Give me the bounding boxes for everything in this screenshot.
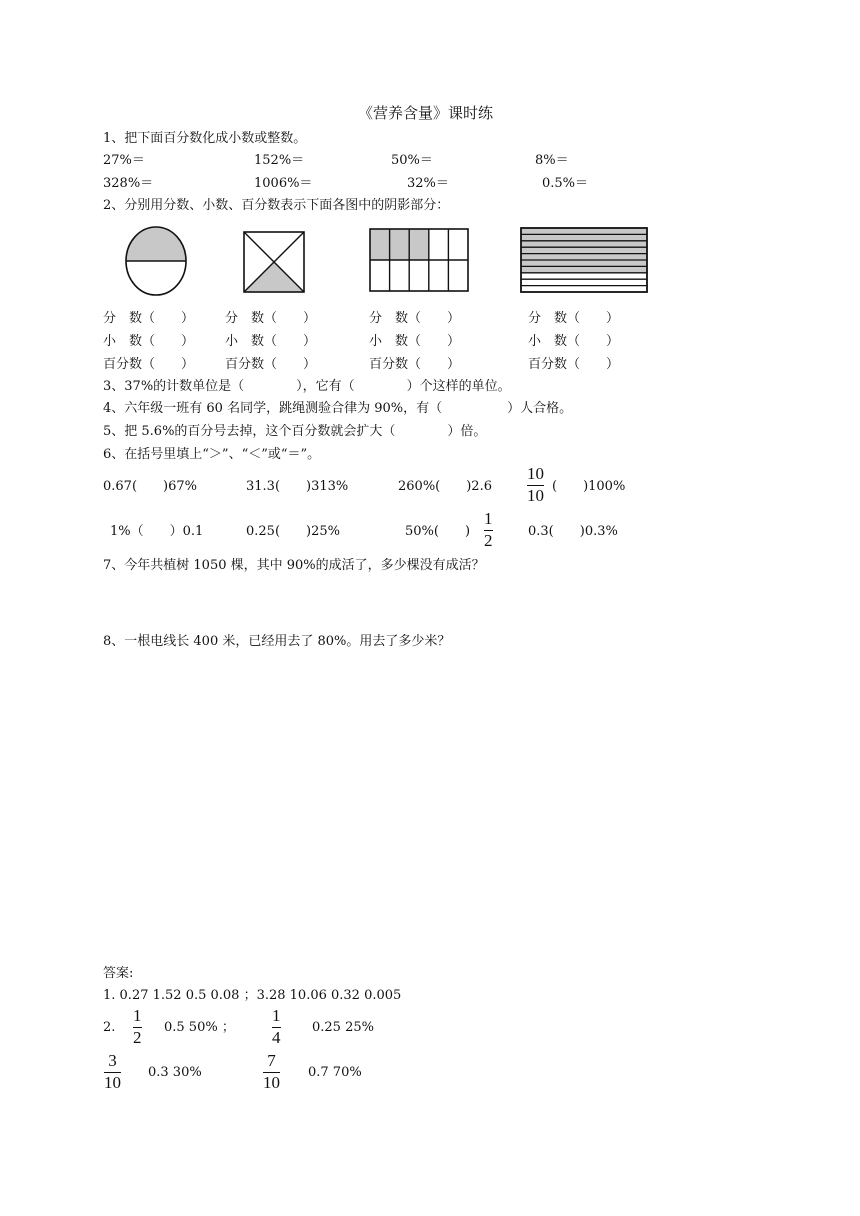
q4-text: 4、六年级一班有 60 名同学，跳绳测验合律为 90%，有（ ）人合格。 bbox=[103, 401, 573, 416]
q1-heading: 1、把下面百分数化成小数或整数。 bbox=[103, 131, 307, 146]
answers-line-3a: 0.3 30% bbox=[148, 1065, 202, 1080]
q1-item: 50%＝ bbox=[391, 153, 433, 168]
q6-fraction bbox=[484, 510, 493, 550]
q2-label-decimal: 小 数（ ） bbox=[528, 334, 620, 349]
fraction-numerator: 1 bbox=[484, 509, 493, 528]
q3-text: 3、37%的计数单位是（ ），它有（ ）个这样的单位。 bbox=[103, 379, 511, 394]
figure-square-diagonals bbox=[242, 230, 306, 294]
q6-fraction bbox=[527, 465, 544, 505]
q6-compare-item: 0.67( )67% bbox=[103, 479, 197, 494]
q1-item: 32%＝ bbox=[407, 176, 449, 191]
q1-item: 328%＝ bbox=[103, 176, 154, 191]
q2-label-decimal: 小 数（ ） bbox=[369, 334, 461, 349]
fraction-denominator: 2 bbox=[484, 531, 493, 550]
answers-line-3b: 0.7 70% bbox=[308, 1065, 362, 1080]
q6-compare-item: 50%( ) bbox=[405, 524, 471, 539]
q6-compare-item: 1%（ ）0.1 bbox=[110, 524, 204, 539]
q6-compare-item: 260%( )2.6 bbox=[398, 479, 492, 494]
figure-half-circle bbox=[124, 225, 188, 297]
q2-label-percent: 百分数（ ） bbox=[528, 357, 620, 372]
q2-label-percent: 百分数（ ） bbox=[225, 357, 317, 372]
answer-fraction bbox=[133, 1007, 142, 1047]
answers-line-2a: 0.5 50% ； bbox=[164, 1020, 235, 1035]
q5-text: 5、把 5.6%的百分号去掉，这个百分数就会扩大（ ）倍。 bbox=[103, 424, 487, 439]
q2-label-percent: 百分数（ ） bbox=[369, 357, 461, 372]
fraction-numerator: 1 bbox=[133, 1006, 142, 1025]
fraction-denominator: 4 bbox=[272, 1028, 281, 1047]
answers-line-2-prefix: 2. bbox=[103, 1020, 116, 1035]
q8-text: 8、一根电线长 400 米，已经用去了 80%。用去了多少米？ bbox=[103, 634, 451, 649]
answer-fraction bbox=[104, 1052, 121, 1092]
fraction-denominator: 2 bbox=[133, 1028, 142, 1047]
fraction-numerator: 3 bbox=[108, 1051, 117, 1070]
q6-heading: 6、在括号里填上“＞”、“＜”或“＝”。 bbox=[103, 447, 321, 462]
answers-line-1: 1. 0.27 1.52 0.5 0.08 ；3.28 10.06 0.32 0.005 bbox=[103, 988, 402, 1003]
q2-label-fraction: 分 数（ ） bbox=[528, 311, 620, 326]
answers-line-2b: 0.25 25% bbox=[312, 1020, 374, 1035]
q2-label-percent: 百分数（ ） bbox=[103, 357, 195, 372]
fraction-numerator: 7 bbox=[267, 1051, 276, 1070]
q2-label-decimal: 小 数（ ） bbox=[103, 334, 195, 349]
q6-compare-item: 31.3( )313% bbox=[246, 479, 349, 494]
fraction-denominator: 10 bbox=[527, 486, 544, 505]
answer-fraction bbox=[272, 1007, 281, 1047]
q7-text: 7、今年共植树 1050 棵，其中 90%的成活了，多少棵没有成活？ bbox=[103, 558, 485, 573]
page-title: 《营养含量》课时练 bbox=[358, 104, 494, 122]
fraction-denominator: 10 bbox=[104, 1073, 121, 1092]
q2-label-fraction: 分 数（ ） bbox=[369, 311, 461, 326]
q1-item: 8%＝ bbox=[535, 153, 569, 168]
q1-item: 152%＝ bbox=[254, 153, 305, 168]
fraction-numerator: 1 bbox=[272, 1006, 281, 1025]
q2-label-decimal: 小 数（ ） bbox=[225, 334, 317, 349]
q6-compare-item: 0.3( )0.3% bbox=[528, 524, 618, 539]
q2-label-fraction: 分 数（ ） bbox=[103, 311, 195, 326]
figure-grid bbox=[368, 227, 470, 293]
answers-heading: 答案: bbox=[103, 966, 134, 981]
fraction-numerator: 10 bbox=[527, 464, 544, 483]
q1-item: 0.5%＝ bbox=[542, 176, 589, 191]
q2-label-fraction: 分 数（ ） bbox=[225, 311, 317, 326]
answer-fraction bbox=[263, 1052, 280, 1092]
q1-item: 27%＝ bbox=[103, 153, 145, 168]
q2-heading: 2、分别用分数、小数、百分数表示下面各图中的阴影部分： bbox=[103, 198, 450, 213]
q6-compare-item: 0.25( )25% bbox=[246, 524, 340, 539]
q6-compare-item: ( )100% bbox=[552, 479, 626, 494]
q1-item: 1006%＝ bbox=[254, 176, 313, 191]
fraction-denominator: 10 bbox=[263, 1073, 280, 1092]
figure-striped-rect bbox=[519, 226, 649, 294]
